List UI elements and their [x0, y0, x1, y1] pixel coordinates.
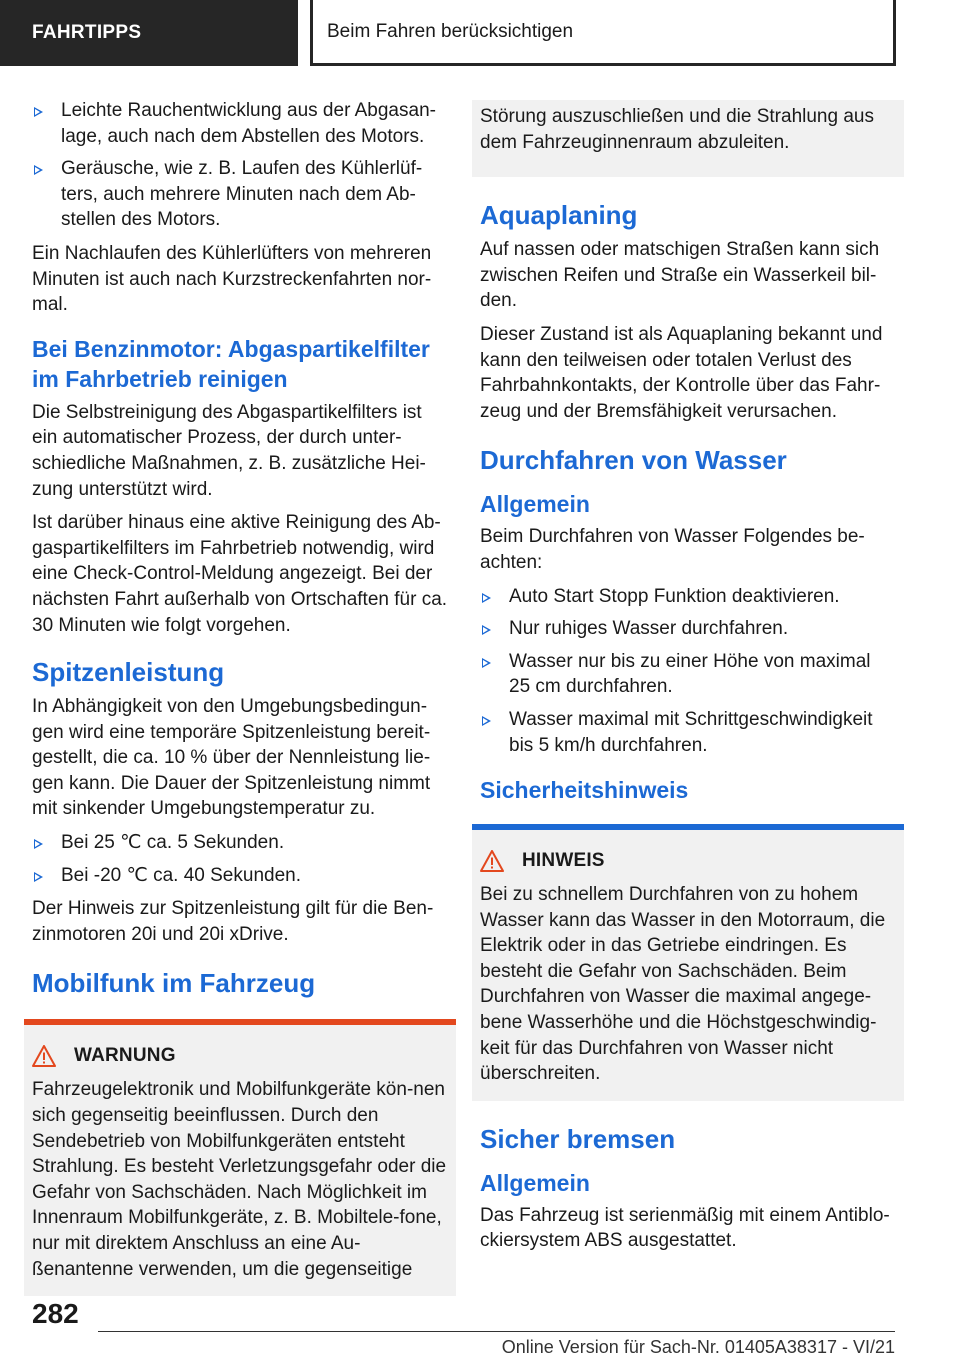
warning-text: Fahrzeugelektronik und Mobilfunkgeräte kön-nen sich gegenseitig beeinflussen. Durch den Sendebetrieb von Mobilfunkgeräten entsteht Strahlung. Es besteht Verletzungsgefahr oder die Gefahr von Sachschäden. Nach Möglichkeit im Innenraum Mobilfunkgeräte, z. B. Mobiltele-fone, nur mit direktem Anschluss an eine Au-ßenantenne verwenden, um die gegenseitige [32, 1079, 447, 1280]
list-item: Leichte Rauchentwicklung aus der Abgasan-lage, auch nach dem Abstellen des Motors. [32, 98, 448, 149]
footer-divider [98, 1331, 895, 1332]
paragraph: Ist darüber hinaus eine aktive Reinigung des Ab-gaspartikelfilters im Fahrbetrieb notwendig, wird eine Check-Control-Meldung angezeigt. Bei der nächsten Fahrt außerhalb von Ortschaften für ca. 30 Minuten wie folgt vorgehen. [32, 512, 448, 636]
bullet-list [32, 830, 448, 888]
paragraph: Dieser Zustand ist als Aquaplaning bekannt und kann den teilweisen oder totalen Verlust des Fahrbahnkontakts, der Kontrolle über das Fahr-zeug und der Bremsfähigkeit verursachen. [480, 323, 883, 422]
triangle-bullet-icon [34, 107, 43, 117]
triangle-bullet-icon [482, 658, 491, 668]
subheading-allgemein: Allgemein [480, 491, 590, 518]
notice-title: HINWEIS [522, 850, 605, 872]
list-item: Wasser maximal mit Schrittgeschwindigkeit bis 5 km/h durchfahren. [480, 707, 896, 758]
heading-aquaplaning: Aquaplaning [480, 200, 638, 231]
heading-benzinmotor: Bei Benzinmotor: Abgaspartikelfilter im Fahrbetrieb reinigen [32, 335, 430, 392]
list-item: Bei -20 ℃ ca. 40 Sekunden. [32, 863, 448, 889]
page-header [0, 0, 960, 66]
footer-text: Online Version für Sach-Nr. 01405A38317 - VI/21 [501, 1337, 895, 1357]
triangle-bullet-icon [34, 839, 43, 849]
list-item: Auto Start Stopp Funktion deaktivieren. [480, 584, 896, 610]
left-column [32, 98, 448, 1296]
warning-header [32, 1045, 448, 1067]
paragraph: Beim Durchfahren von Wasser Folgendes be-achten: [480, 526, 865, 573]
list-item: Bei 25 ℃ ca. 5 Sekunden. [32, 830, 448, 856]
notice-box [472, 824, 904, 1101]
list-item: Nur ruhiges Wasser durchfahren. [480, 616, 896, 642]
list-item: Wasser nur bis zu einer Höhe von maximal 25 cm durchfahren. [480, 649, 896, 700]
bullet-list [32, 98, 448, 233]
paragraph: Die Selbstreinigung des Abgaspartikelfilters ist ein automatischer Prozess, der durch unter-schiedliche Maßnahmen, z. B. zusätzliche Hei-zung unterstützt wird. [32, 401, 426, 500]
paragraph: In Abhängigkeit von den Umgebungsbedingun-gen wird eine temporäre Spitzenleistung bereit-gestellt, die ca. 10 % über der Nennleistung lie-gen kann. Die Dauer der Spitzenleistung nimmt mit sinkender Umgebungstemperatur zu. [32, 696, 431, 820]
subheading-allgemein: Allgemein [480, 1169, 590, 1196]
warning-title: WARNUNG [74, 1045, 176, 1067]
warning-triangle-icon [480, 850, 504, 872]
paragraph: Auf nassen oder matschigen Straßen kann sich zwischen Reifen und Straße ein Wasserkeil bil-den. [480, 239, 880, 312]
notice-header [480, 850, 896, 872]
triangle-bullet-icon [482, 625, 491, 635]
chapter-title: Beim Fahren berücksichtigen [310, 0, 896, 66]
triangle-bullet-icon [482, 593, 491, 603]
notice-text: Bei zu schnellem Durchfahren von zu hohem Wasser kann das Wasser in den Motorraum, die Elektrik oder in das Getriebe eindringen. Es besteht die Gefahr von Sachschäden. Beim Durchfahren von Wasser die maximal angege-bene Wasserhöhe und die Höchstgeschwindig-keit für das Durchfahren von Wasser nicht überschreiten. [480, 884, 886, 1085]
page-number: 282 [32, 1298, 79, 1329]
heading-sicher-bremsen: Sicher bremsen [480, 1123, 676, 1154]
warning-triangle-icon [32, 1045, 56, 1067]
triangle-bullet-icon [482, 716, 491, 726]
subheading-sicherheitshinweis: Sicherheitshinweis [480, 777, 689, 804]
paragraph: Der Hinweis zur Spitzenleistung gilt für die Ben-zinmotoren 20i und 20i xDrive. [32, 898, 434, 945]
paragraph: Ein Nachlaufen des Kühlerlüfters von mehreren Minuten ist auch nach Kurzstreckenfahrten nor-mal. [32, 242, 432, 316]
right-column [480, 102, 896, 1262]
bullet-list [480, 584, 896, 759]
paragraph: Das Fahrzeug ist serienmäßig mit einem Antiblo-ckiersystem ABS ausgestattet. [480, 1204, 890, 1252]
list-item: Geräusche, wie z. B. Laufen des Kühlerlüf-ters, auch mehrere Minuten nach dem Ab-stellen des Motors. [32, 156, 448, 233]
heading-durchfahren-wasser: Durchfahren von Wasser [480, 445, 787, 476]
triangle-bullet-icon [34, 165, 43, 175]
warning-text-continued: Störung auszuschließen und die Strahlung aus dem Fahrzeuginnenraum abzuleiten. [480, 106, 874, 153]
section-tab: FAHRTIPPS [0, 0, 298, 66]
heading-mobilfunk: Mobilfunk im Fahrzeug [32, 968, 316, 999]
warning-box [24, 1019, 456, 1296]
triangle-bullet-icon [34, 872, 43, 882]
heading-spitzenleistung: Spitzenleistung [32, 657, 225, 688]
warning-box-continued [472, 100, 904, 177]
